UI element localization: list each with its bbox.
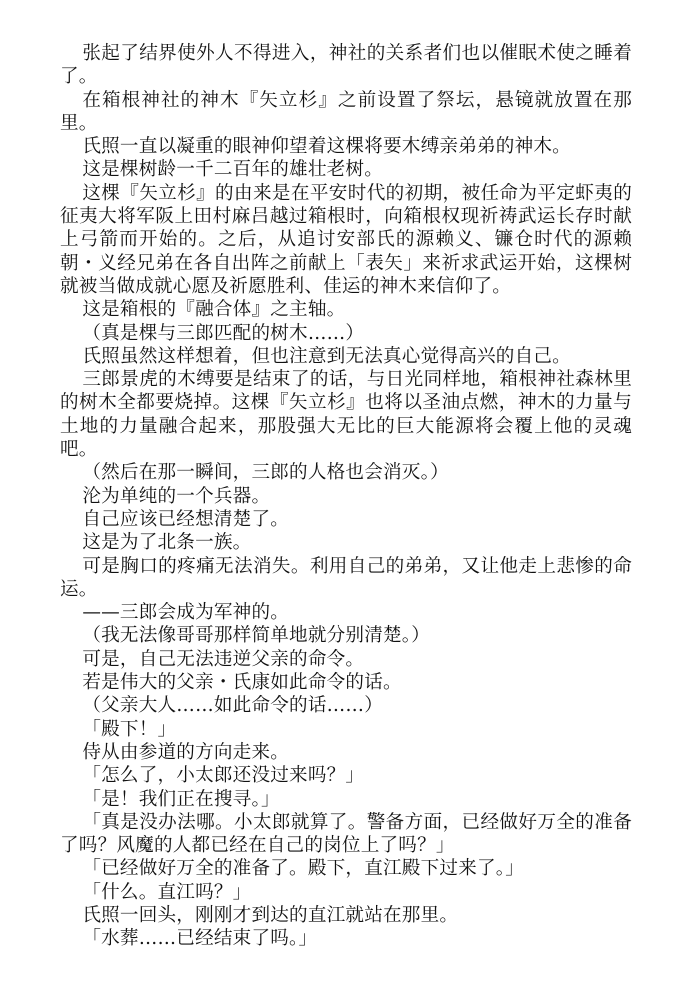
paragraph: 「已经做好万全的准备了。殿下，直江殿下过来了。」 [82, 858, 525, 880]
paragraph: 在箱根神社的神木『矢立杉』之前设置了祭坛，悬镜就放置在那里。 [60, 89, 632, 134]
paragraph: 这棵『矢立杉』的由来是在平安时代的初期，被任命为平定虾夷的征夷大将军阪上田村麻吕越过箱根时，向箱根权现祈祷武运长存时献上弓箭而开始的。之后，从追讨安部氏的源赖义、镰仓时代的源赖朝・义经兄弟在各自出阵之前献上「表矢」来祈求武运开始，这棵树就被当做成就心愿及祈愿胜利、佳运的神木来信仰了。 [60, 182, 632, 297]
paragraph: 这是棵树龄一千二百年的雄壮老树。 [82, 159, 384, 181]
paragraph: 「殿下！」 [82, 718, 177, 740]
paragraph: 「真是没办法哪。小太郎就算了。警备方面，已经做好万全的准备了吗？风魔的人都已经在自己的岗位上了吗？」 [60, 811, 632, 857]
paragraph: 氏照虽然这样想着，但也注意到无法真心觉得高兴的自己。 [82, 345, 571, 367]
paragraph: 张起了结界使外人不得进入，神社的关系者们也以催眠术使之睡着了。 [60, 43, 632, 88]
paragraph: 「是！我们正在搜寻。」 [82, 788, 280, 810]
paragraph: （我无法像哥哥那样简单地就分别清楚。） [82, 625, 431, 647]
paragraph: ——三郎会成为军神的。 [82, 602, 290, 624]
paragraph: 沦为单纯的一个兵器。 [82, 485, 271, 507]
paragraph: 这是箱根的『融合体』之主轴。 [82, 299, 346, 321]
paragraph: 三郎景虎的木缚要是结束了的话，与日光同样地，箱根神社森林里的树木全都要烧掉。这棵『矢立杉』也将以圣油点燃，神木的力量与土地的力量融合起来，那股强大无比的巨大能源将会覆上他的灵魂吧。 [60, 369, 632, 461]
paragraph: 侍从由参道的方向走来。 [82, 741, 290, 763]
paragraph: 「水葬……已经结束了吗。」 [82, 928, 318, 950]
paragraph: 「怎么了，小太郎还没过来吗？」 [82, 765, 365, 787]
paragraph: （然后在那一瞬间，三郎的人格也会消灭。） [82, 462, 449, 484]
document-body [60, 42, 632, 951]
paragraph: 若是伟大的父亲・氏康如此命令的话。 [82, 672, 402, 694]
paragraph: （父亲大人……如此命令的话……） [82, 695, 384, 717]
paragraph: 可是，自己无法违逆父亲的命令。 [82, 648, 365, 670]
paragraph: 氏照一回头，刚刚才到达的直江就站在那里。 [82, 904, 459, 926]
paragraph: 氏照一直以凝重的眼神仰望着这棵将要木缚亲弟弟的神木。 [82, 136, 571, 158]
paragraph: 自己应该已经想清楚了。 [82, 508, 290, 530]
paragraph: （真是棵与三郎匹配的树木……） [82, 322, 365, 344]
paragraph: 可是胸口的疼痛无法消失。利用自己的弟弟，又让他走上悲惨的命运。 [60, 555, 632, 600]
paragraph: 这是为了北条一族。 [82, 532, 252, 554]
paragraph: 「什么。直江吗？」 [82, 881, 252, 903]
